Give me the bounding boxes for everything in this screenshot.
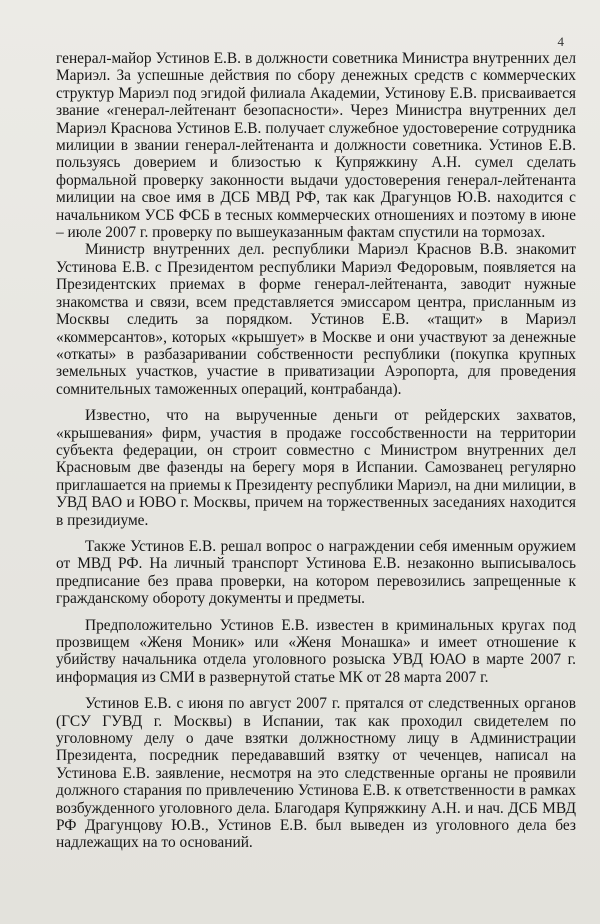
paragraph: генерал-майор Устинов Е.В. в должности советника Министра внутренних дел Мариэл. За успешные действия по сбору денежных средств с коммерческих структур Мариэл под эгидой филиала Академии, Устинову Е.В. присваивается звание «генерал-лейтенант безопасности». Через Министра внутренних дел Мариэл Краснова Устинов Е.В. получает служебное удостоверение сотрудника милиции в звании генерал-лейтенанта и должности советника. Устинов Е.В. пользуясь доверием и близостью к Купряжкину А.Н. сумел сделать формальной проверку законности выдачи удостоверения генерал-лейтенанта милиции на свое имя в ДСБ МВД РФ, так как Драгунцов Ю.В. находится с начальником УСБ ФСБ в тесных коммерческих отношениях и поэтому в июне – июле 2007 г. проверку по вышеуказанным фактам спустили на тормозах. <box>56 50 576 242</box>
paragraph: Предположительно Устинов Е.В. известен в криминальных кругах под прозвищем «Женя Моник» или «Женя Монашка» и имеет отношение к убийству начальника отдела уголовного розыска УВД ЮАО в марте 2007 г. информация из СМИ в развернутой статье МК от 28 марта 2007 г. <box>56 616 576 686</box>
paragraph: Известно, что на вырученные деньги от рейдерских захватов, «крышевания» фирм, участия в продаже госсобственности на территории субъекта федерации, он строит совместно с Министром внутренних дел Красновым две фазенды на берегу моря в Испании. Самозванец регулярно приглашается на приемы к Президенту республики Мариэл, на дни милиции, в УВД ВАО и ЮВО г. Москвы, причем на торжественных заседаниях находится в президиуме. <box>56 407 576 529</box>
page-number: 4 <box>557 34 564 49</box>
paragraph: Также Устинов Е.В. решал вопрос о награждении себя именным оружием от МВД РФ. На личный транспорт Устинова Е.В. незаконно выписывалось предписание без права проверки, на котором перевозились запрещенные к гражданскому обороту документы и предметы. <box>56 537 576 608</box>
document-body <box>56 50 576 861</box>
paragraph: Министр внутренних дел. республики Мариэл Краснов В.В. знакомит Устинова Е.В. с Президентом республики Мариэл Федоровым, появляется на Президентских приемах в форме генерал-лейтенанта, заводит нужные знакомства и связи, всем представляется эмиссаром центра, присланным из Москвы следить за порядком. Устинов Е.В. «тащит» в Мариэл «коммерсантов», которых «крышует» в Москве и они участвуют за денежные «откаты» в разбазаривании собственности республики (покупка крупных земельных участков, участие в приватизации Аэропорта, для проведения сомнительных таможенных операций, контрабанда). <box>56 241 576 398</box>
paragraph: Устинов Е.В. с июня по август 2007 г. прятался от следственных органов (ГСУ ГУВД г. Москвы) в Испании, так как проходил свидетелем по уголовному делу о даче взятки должностному лицу в Администрации Президента, посредник передававший взятку от чеченцев, написал на Устинова Е.В. заявление, несмотря на это следственные органы не проявили должного старания по привлечению Устинова Е.В. к ответственности в рамках возбужденного уголовного дела. Благодаря Купряжкину А.Н. и нач. ДСБ МВД РФ Драгунцову Ю.В., Устинов Е.В. был выведен из уголовного дела без надлежащих на то оснований. <box>56 695 576 852</box>
